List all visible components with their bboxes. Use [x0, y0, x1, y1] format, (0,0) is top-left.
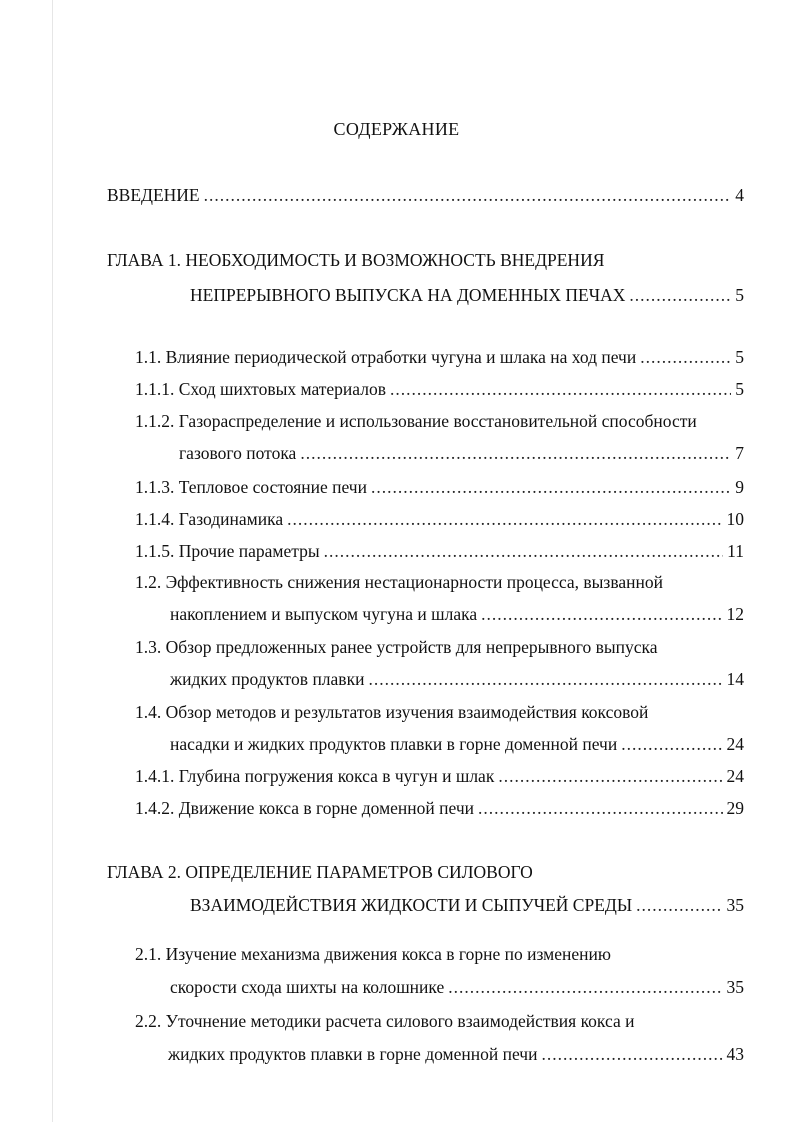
toc-leader-dots [300, 440, 731, 466]
toc-entry-page: 24 [726, 734, 744, 754]
toc-section-1-4 [170, 731, 744, 757]
toc-entry-page: 9 [735, 477, 744, 497]
toc-section-1-1-2 [179, 440, 744, 466]
toc-entry-text: газового потока [179, 443, 297, 463]
toc-entry-text: накоплением и выпуском чугуна и шлака [170, 604, 478, 624]
toc-section-1-4-line1 [135, 699, 648, 725]
toc-entry-page: 5 [735, 347, 744, 367]
toc-section-1-2-line1 [135, 569, 663, 595]
toc-section-2-2 [168, 1041, 744, 1067]
toc-entry-text: НЕПРЕРЫВНОГО ВЫПУСКА НА ДОМЕННЫХ ПЕЧАХ [190, 285, 626, 305]
toc-section-1-4-2 [135, 795, 744, 821]
toc-section-1-2 [170, 601, 744, 627]
toc-entry-page: 29 [726, 798, 744, 818]
toc-title: СОДЕРЖАНИЕ [333, 119, 460, 139]
toc-leader-dots [371, 474, 731, 500]
toc-section-2-1 [170, 974, 744, 1000]
toc-entry-text: 1.1.4. Газодинамика [135, 509, 284, 529]
toc-entry-text: ГЛАВА 1. НЕОБХОДИМОСТЬ И ВОЗМОЖНОСТЬ ВНЕДРЕНИЯ [107, 250, 605, 270]
toc-entry-text: 1.4. Обзор методов и результатов изучения взаимодействия коксовой [135, 702, 649, 722]
toc-entry-text: ВЗАИМОДЕЙСТВИЯ ЖИДКОСТИ И СЫПУЧЕЙ СРЕДЫ [190, 895, 633, 915]
toc-leader-dots [324, 538, 724, 564]
toc-entry-page: 5 [735, 285, 744, 305]
toc-entry-text: жидких продуктов плавки в горне доменной печи [168, 1044, 538, 1064]
toc-entry-text: 1.3. Обзор предложенных ранее устройств для непрерывного выпуска [135, 637, 658, 657]
toc-entry-text: 2.2. Уточнение методики расчета силового взаимодействия кокса и [135, 1011, 635, 1031]
toc-section-1-1 [135, 344, 744, 370]
toc-entry-page: 4 [735, 185, 744, 205]
toc-chapter-1-heading [107, 247, 604, 273]
toc-entry-text: жидких продуктов плавки [170, 669, 365, 689]
toc-section-1-4-1 [135, 763, 744, 789]
toc-leader-dots [368, 666, 722, 692]
toc-chapter-2-heading [107, 859, 533, 885]
toc-entry-text: 1.1.5. Прочие параметры [135, 541, 320, 561]
toc-chapter-2-entry [190, 892, 744, 918]
toc-section-1-1-3 [135, 474, 744, 500]
toc-section-1-3-line1 [135, 634, 658, 660]
toc-entry-page: 11 [727, 541, 744, 561]
toc-entry-text: 1.1.2. Газораспределение и использование восстановительной способности [135, 411, 697, 431]
toc-entry-page: 43 [726, 1044, 744, 1064]
toc-section-1-3 [170, 666, 744, 692]
toc-entry-introduction [107, 182, 744, 208]
toc-entry-page: 5 [735, 379, 744, 399]
toc-section-2-1-line1 [135, 941, 611, 967]
toc-entry-page: 24 [726, 766, 744, 786]
toc-leader-dots [287, 506, 722, 532]
toc-entry-text: 1.4.1. Глубина погружения кокса в чугун и шлак [135, 766, 495, 786]
toc-leader-dots [478, 795, 722, 821]
toc-chapter-1-entry [190, 282, 744, 308]
toc-entry-text: 1.2. Эффективность снижения нестационарности процесса, вызванной [135, 572, 663, 592]
toc-entry-page: 35 [726, 895, 744, 915]
toc-entry-text: 1.1.1. Сход шихтовых материалов [135, 379, 386, 399]
toc-section-2-2-line1 [135, 1008, 635, 1034]
toc-entry-text: скорости схода шихты на колошнике [170, 977, 445, 997]
toc-leader-dots [498, 763, 722, 789]
toc-entry-page: 12 [726, 604, 744, 624]
toc-leader-dots [481, 601, 722, 627]
toc-section-1-1-5 [135, 538, 744, 564]
toc-leader-dots [636, 892, 722, 918]
toc-entry-text: 1.4.2. Движение кокса в горне доменной печи [135, 798, 475, 818]
toc-section-1-1-1 [135, 376, 744, 402]
toc-leader-dots [621, 731, 722, 757]
toc-entry-page: 35 [726, 977, 744, 997]
toc-leader-dots [448, 974, 722, 1000]
toc-leader-dots [629, 282, 731, 308]
page-edge-shadow [52, 0, 53, 1122]
toc-leader-dots [640, 344, 731, 370]
toc-entry-text: 1.1.3. Тепловое состояние печи [135, 477, 367, 497]
toc-leader-dots [390, 376, 731, 402]
toc-leader-dots [204, 182, 732, 208]
toc-entry-text: ВВЕДЕНИЕ [107, 185, 200, 205]
toc-entry-page: 10 [726, 509, 744, 529]
toc-entry-text: насадки и жидких продуктов плавки в горне доменной печи [170, 734, 618, 754]
toc-entry-text: 1.1. Влияние периодической отработки чугуна и шлака на ход печи [135, 347, 637, 367]
toc-section-1-1-2-line1 [135, 408, 697, 434]
toc-entry-text: 2.1. Изучение механизма движения кокса в горне по изменению [135, 944, 611, 964]
toc-entry-text: ГЛАВА 2. ОПРЕДЕЛЕНИЕ ПАРАМЕТРОВ СИЛОВОГО [107, 862, 533, 882]
toc-entry-page: 7 [735, 443, 744, 463]
toc-entry-page: 14 [726, 669, 744, 689]
toc-section-1-1-4 [135, 506, 744, 532]
toc-leader-dots [541, 1041, 722, 1067]
